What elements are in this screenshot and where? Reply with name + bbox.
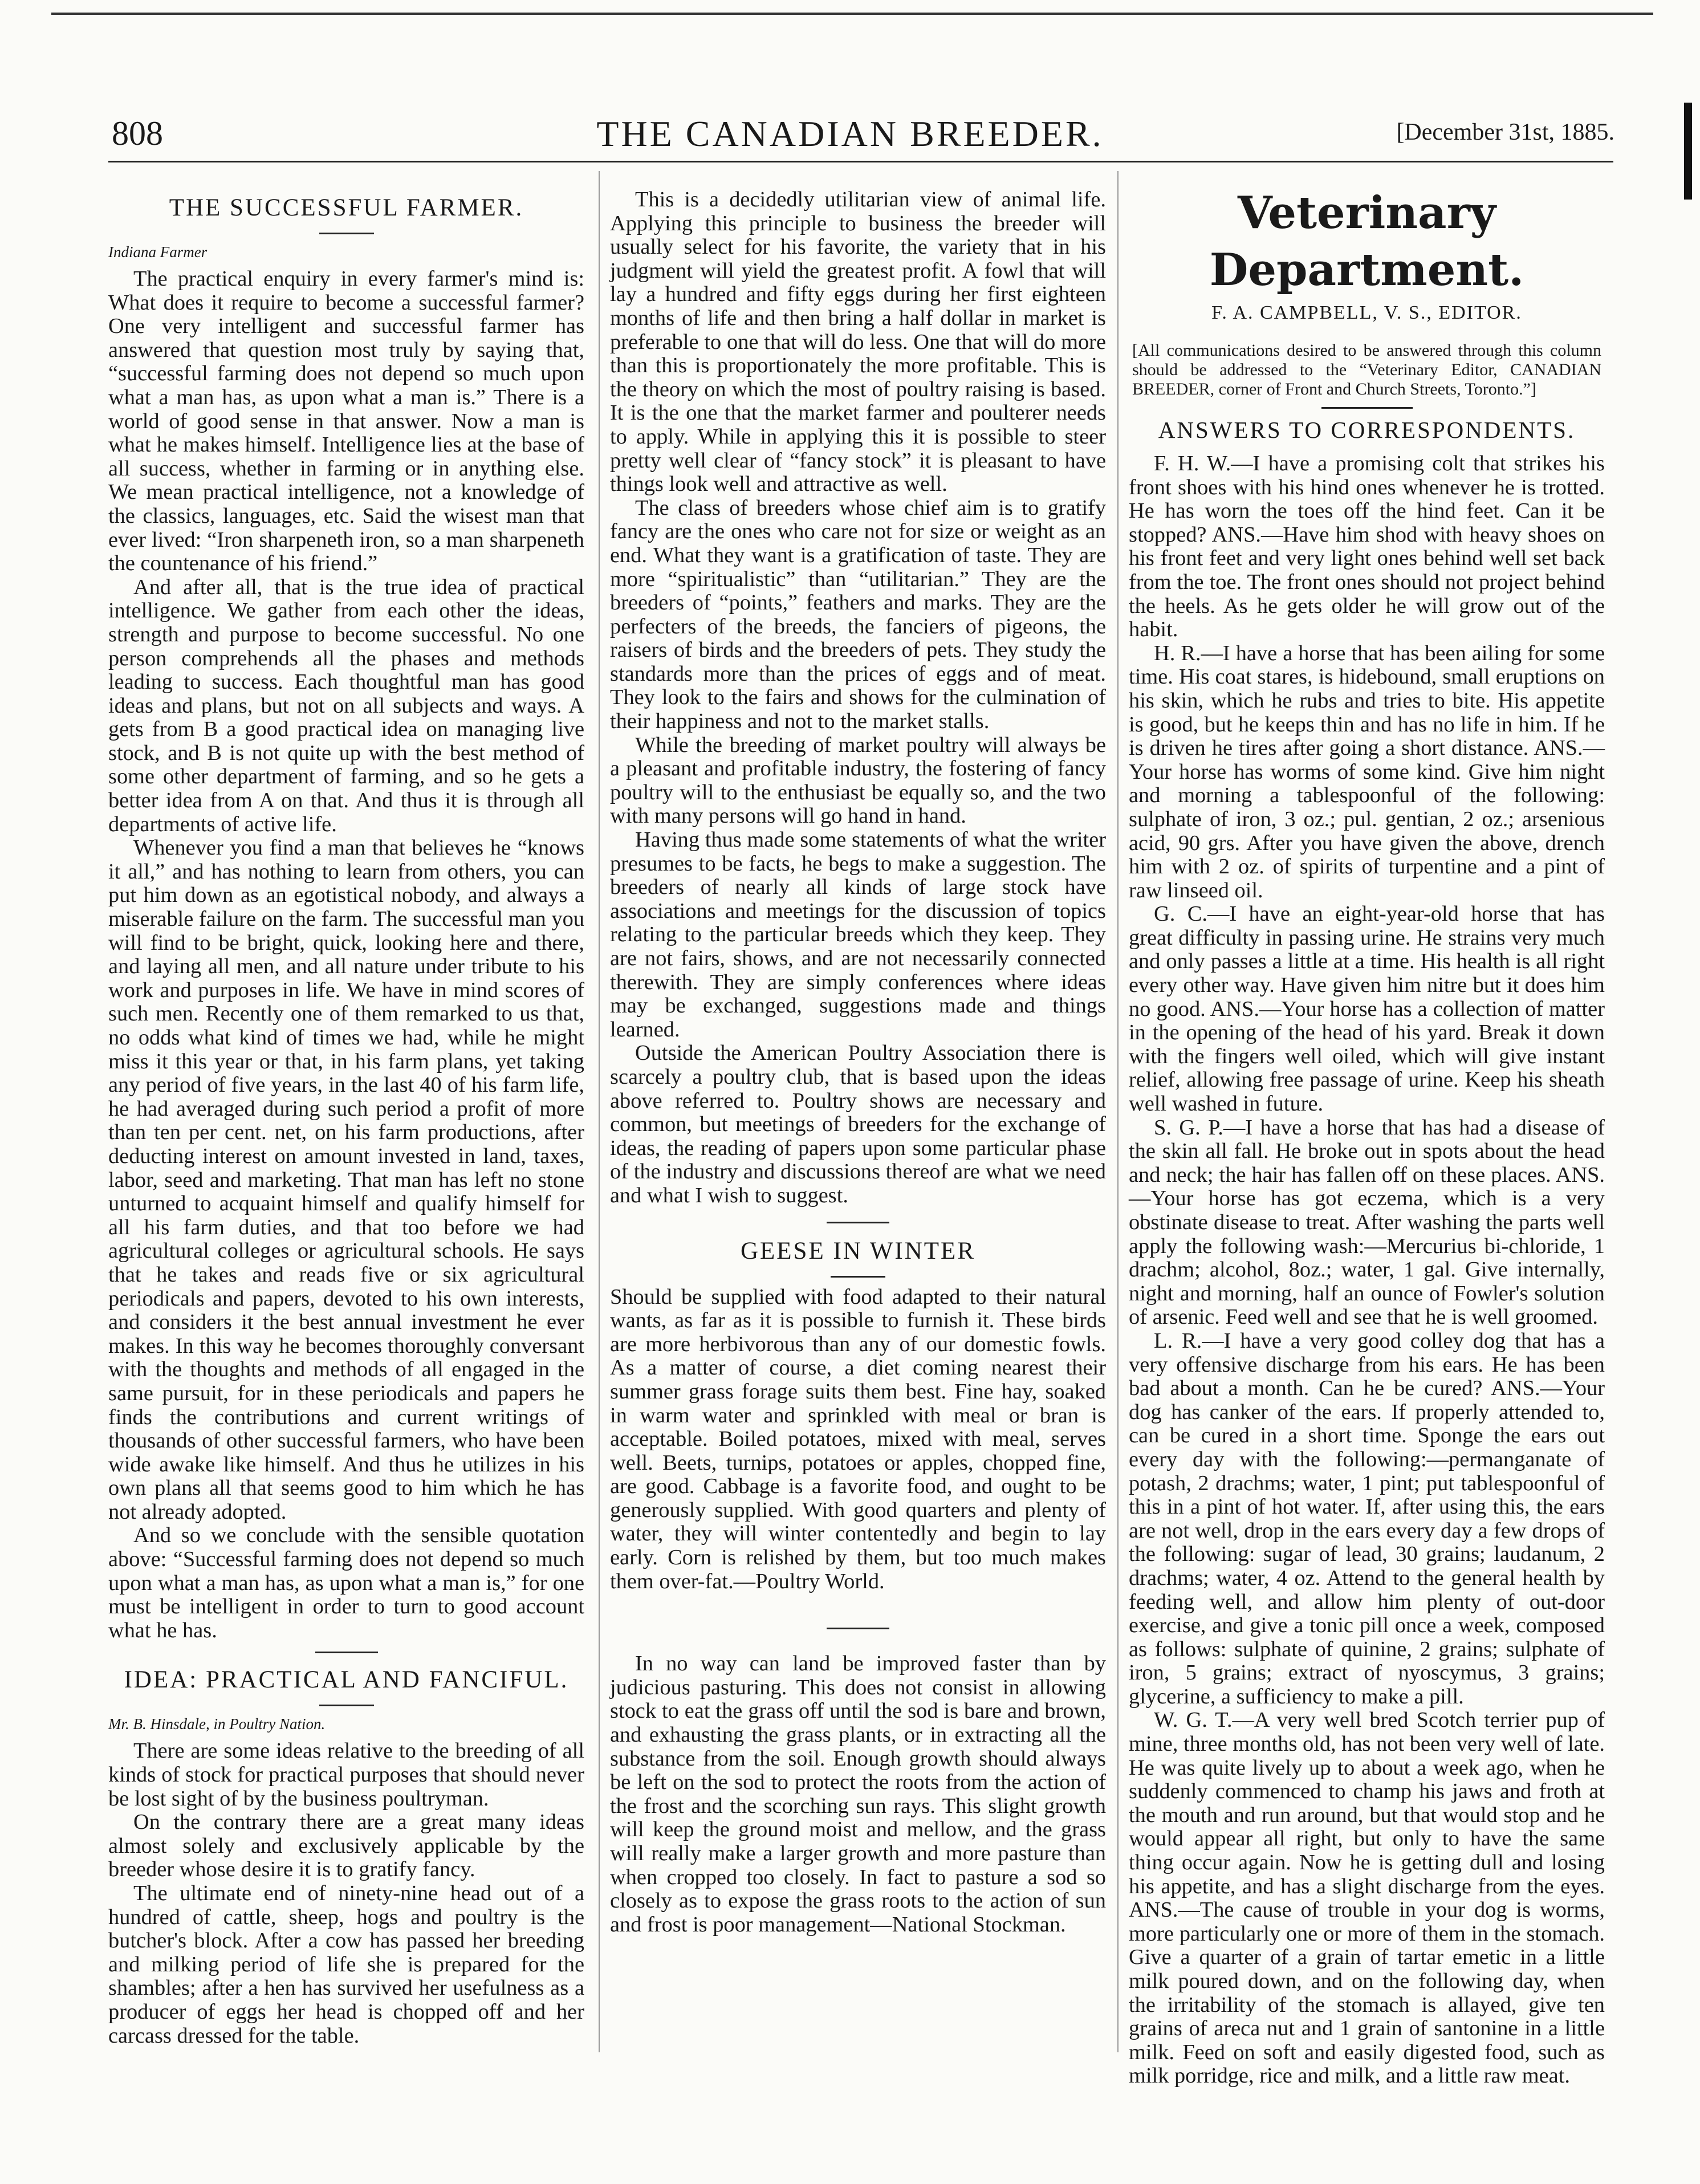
department-title: Veterinary Department. xyxy=(1209,187,1524,296)
paragraph: While the breeding of market poultry will always be a pleasant and profitable industry, the fostering of fancy poultry will to the enthusiast be equally so, and the two with many persons will go hand in hand. xyxy=(610,733,1106,828)
column-2 xyxy=(610,188,1106,1937)
column-3 xyxy=(1129,181,1605,2088)
paragraph: L. R.—I have a very good colley dog that has a very offensive discharge from his ears. He has been bad about a month. Can he be cured? ANS.—Your dog has canker of the ears. If properly attended to, can be cured in a short time. Sponge the ears out every day with the following:—permanganate of potash, 2 drachms; water, 1 pint; put tablespoonful of this in a pint of hot water. If, after using this, the ears are not well, drop in the ears every day a few drops of the following: sugar of lead, 30 grains; laudanum, 2 drachms; water, 4 oz. Attend to the general health by feeding well, and allow him plenty of out-door exercise, and give a tonic pill once a week, composed as follows: sulphate of quinine, 2 grains; sulphate of iron, 5 grains; extract of nyoscymus, 3 grains; glycerine, a sufficiency to make a pill. xyxy=(1129,1328,1605,1709)
paragraph: G. C.—I have an eight-year-old horse that has great difficulty in passing urine. He strains very much and only passes a little at a time. His health is all right every other way. Have given him nitre but it does him no good. ANS.—Your horse has a collection of matter in the opening of the head of his yard. Break it down with the fingers well oiled, which will give instant relief, allowing free passage of urine. Keep his sheath well washed in future. xyxy=(1129,902,1605,1116)
header-rule xyxy=(108,161,1613,162)
paragraph: On the contrary there are a great many ideas almost solely and exclusively applicable by the breeder whose desire it is to gratify fancy. xyxy=(108,1810,584,1882)
heading-rule xyxy=(1321,407,1413,409)
paragraph: The ultimate end of ninety-nine head out of a hundred of cattle, sheep, hogs and poultry is the butcher's block. After a cow has passed her breeding and milking period of life she is prepared for the shambles; after a hen has survived her usefulness as a producer of eggs her head is chopped off and her carcass dressed for the table. xyxy=(108,1881,584,2048)
answers-heading: ANSWERS TO CORRESPONDENTS. xyxy=(1158,417,1576,443)
article-source: Mr. B. Hinsdale, in Poultry Nation. xyxy=(108,1715,326,1733)
paragraph: S. G. P.—I have a horse that has had a disease of the skin all fall. He broke out in spots about the head and neck; the hair has fallen off on these places. ANS.—Your horse has got eczema, which is a very obstinate disease to treat. After washing the parts well apply the following wash:—Mercurius bi-chloride, 1 drachm; alcohol, 8oz.; water, 1 gal. Give internally, night and morning, half an ounce of Fowler's solution of arsenic. Feed well and see that he is well groomed. xyxy=(1129,1115,1605,1329)
issue-date: [December 31st, 1885. xyxy=(1396,119,1614,145)
paragraph: The class of breeders whose chief aim is to gratify fancy are the ones who care not for size or weight as an end. What they want is a gratification of taste. They are more “spiritualistic” than “utilitarian.” They are the breeders of “points,” feathers and marks. They are the perfecters of the breeds, the fanciers of pigeons, the raisers of birds and the breeders of pets. They study the standards more than the prices of eggs and of meat. They look to the fairs and shows for the culmination of their happiness and not to the market stalls. xyxy=(610,495,1106,734)
paragraph: The practical enquiry in every farmer's mind is: What does it require to become a successful farmer? One very intelligent and successful farmer has answered that question most truly by saying that, “successful farming does not depend so much upon what a man has, as upon what a man is.” There is a world of good sense in that answer. Now a man is what he makes himself. Intelligence lies at the base of all success, whether in farming or in anything else. We mean practical intelligence, not a knowledge of the classics, languages, etc. Said the wisest man that ever lived: “Iron sharpeneth iron, so a man sharpeneth the countenance of his friend.” xyxy=(108,267,584,576)
page-number: 808 xyxy=(112,115,163,152)
section-rule xyxy=(827,1628,889,1629)
article-heading: THE SUCCESSFUL FARMER. xyxy=(169,194,524,221)
paragraph: Outside the American Poultry Association there is scarcely a poultry club, that is based upon the ideas above referred to. Poultry shows are necessary and common, but meetings of breeders for the exchange of ideas, the reading of papers upon some particular phase of the industry and discussions thereof are what we need and what I wish to suggest. xyxy=(610,1041,1106,1207)
paragraph: Should be supplied with food adapted to their natural wants, as far as it is possible to furnish it. These birds are more herbivorous than any of our domestic fowls. As a matter of course, a diet coming nearest their summer grass forage suits them best. Fine hay, soaked in warm water and sprinkled with meal or bran is acceptable. Boiled potatoes, mixed with meal, serves well. Beets, turnips, potatoes or apples, chopped fine, are good. Cabbage is a favorite food, and ought to be generously supplied. With good quarters and plenty of water, they will winter contentedly and begin to lay early. Corn is relished by them, but too much makes them over-fat.—Poultry World. xyxy=(610,1284,1106,1593)
paragraph: There are some ideas relative to the breeding of all kinds of stock for practical purposes that should never be lost sight of by the business poultryman. xyxy=(108,1739,584,1811)
paragraph: Having thus made some statements of what the writer presumes to be facts, he begs to make a suggestion. The breeders of nearly all kinds of large stock have associations and meetings for the discussion of topics relating to the particular breeds which they keep. They are not fairs, shows, and are not necessarily connected therewith. They are simply conferences where ideas may be exchanged, suggestions made and things learned. xyxy=(610,828,1106,1042)
article-source: Indiana Farmer xyxy=(108,243,208,261)
article-heading: GEESE IN WINTER xyxy=(740,1237,976,1264)
heading-rule xyxy=(319,1705,374,1706)
column-separator xyxy=(1117,171,1119,2052)
heading-rule xyxy=(831,1276,885,1278)
paragraph: And after all, that is the true idea of practical intelligence. We gather from each other the ideas, strength and purpose to become successful. No one person comprehends all the phases and methods leading to success. Each thoughtful man has good ideas and plans, but not on all subjects and ways. A gets from B a good practical idea on managing live stock, and B is not quite up with the best method of some other department of farming, and so he gets a better idea from A on that. And thus it is through all departments of active life. xyxy=(108,575,584,836)
paragraph: H. R.—I have a horse that has been ailing for some time. His coat stares, is hidebound, small eruptions on his skin, which he rubs and tries to bite. His appetite is good, but he keeps thin and has no life in him. If he is driven he tires after going a short distance. ANS.—Your horse has worms of some kind. Give him night and morning a tablespoonful of the following: sulphate of iron, 3 oz.; pul. gentian, 2 oz.; arsenious acid, 90 grs. After you have given the above, drench him with 2 oz. of spirits of turpentine and a pint of raw linseed oil. xyxy=(1129,641,1605,902)
paragraph: This is a decidedly utilitarian view of animal life. Applying this principle to business the breeder will usually select for his favorite, the variety that in his judgment will yield the greatest profit. A fowl that will lay a hundred and fifty eggs during her first eighteen months of life and then bring a half dollar in market is preferable to one that will do less. One that will do more than this is proportionately the more profitable. This is the theory on which the most of poultry raising is based. It is the one that the market farmer and poulterer needs to apply. While in applying this it is possible to steer pretty well clear of “fancy stock” it is pleasant to have things look well and attractive as well. xyxy=(610,188,1106,497)
section-rule xyxy=(315,1652,378,1653)
paragraph: And so we conclude with the sensible quotation above: “Successful farming does not depend so much upon what a man has, as upon what a man is,” for one must be intelligent in order to turn to good account what he has. xyxy=(108,1523,584,1642)
paragraph: F. H. W.—I have a promising colt that strikes his front shoes with his hind ones whenever he is trotted. He has worn the toes off the hind feet. Can it be stopped? ANS.—Have him shod with heavy shoes on his front feet and very light ones behind well set back from the toe. The front ones should not project behind the heels. As he gets older he will grow out of the habit. xyxy=(1129,452,1605,642)
editorial-note: [All communications desired to be answered through this column should be addressed to the “Veterinary Editor, CANADIAN BREEDER, corner of Front and Church Streets, Toronto.”] xyxy=(1132,341,1601,398)
paragraph: W. G. T.—A very well bred Scotch terrier pup of mine, three months old, has not been very well of late. He was quite lively up to about a week ago, when he suddenly commenced to champ his jaws and froth at the mouth and run around, but that would stop and he would appear all right, but only to have the same thing occur again. Now he is getting dull and losing his appetite, and has a slight discharge from the eyes. ANS.—The cause of trouble in your dog is worms, more particularly one or more of them in the stomach. Give a quarter of a grain of tartar emetic in a little milk poured down, and on the following day, when the irritability of the stomach is allayed, give ten grains of areca nut and 1 grain of santonine in a little milk. Feed on soft and easily digested food, such as milk porridge, rice and milk, and a little raw meat. xyxy=(1129,1708,1605,2088)
newspaper-title: THE CANADIAN BREEDER. xyxy=(596,113,1104,154)
article-heading: IDEA: PRACTICAL AND FANCIFUL. xyxy=(124,1666,569,1694)
paragraph: Whenever you find a man that believes he “knows it all,” and has nothing to learn from others, you can put him down as an egotistical nobody, and always a miserable failure on the farm. The successful man you will find to be bright, quick, looking here and there, and laying all men, and all nature under tribute to his work and purposes in life. We have in mind scores of such men. Recently one of them remarked to us that, no odds what kind of times we had, while he might miss it this year or that, in his farm plans, yet taking any period of five years, in the last 40 of his farm life, he had averaged during such period a profit of more than ten per cent. net, on his farm productions, after deducting interest on amount invested in land, taxes, labor, seed and marketing. That man has left no stone unturned to acquaint himself and qualify himself for all his farm duties, and that too before we had agricultural colleges or agricultural schools. He says that he takes and reads five or six agricultural periodicals and papers, devoted to his own interests, and considers it the best annual investment he ever makes. In this way he becomes thoroughly conversant with the thoughts and methods of all engaged in the same pursuit, for in these periodicals and papers he finds the contributions and current writings of thousands of other successful farmers, who have been wide awake like himself. And thus he utilizes in his own plans all that seems good to him which he has not already adopted. xyxy=(108,836,584,1524)
page-header xyxy=(0,0,1700,171)
column-separator xyxy=(599,171,600,2052)
paragraph: In no way can land be improved faster than by judicious pasturing. This does not consist in allowing stock to eat the grass off until the sod is bare and brown, and exhausting the grass plants, or in extracting all the substance from the soil. Enough growth should always be left on the sod to protect the roots from the action of the frost and the scorching sun rays. This slight growth will keep the ground moist and mellow, and the grass will really make a larger growth and more pasture than when cropped too closely. In fact to pasture a sod so closely as to expose the grass roots to the action of sun and frost is poor management—National Stockman. xyxy=(610,1652,1106,1937)
column-1 xyxy=(108,181,584,2048)
department-editor: F. A. CAMPBELL, V. S., EDITOR. xyxy=(1211,302,1522,323)
heading-rule xyxy=(319,233,374,234)
section-rule xyxy=(827,1222,889,1223)
